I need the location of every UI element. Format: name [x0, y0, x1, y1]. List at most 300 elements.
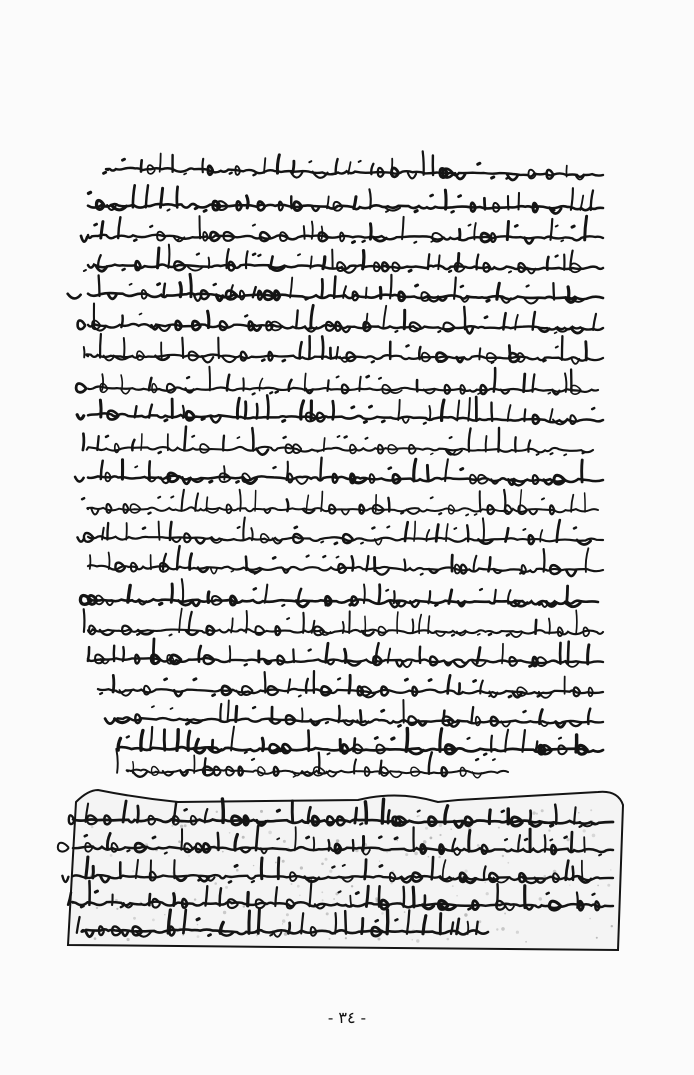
script-glyph-stroke: [461, 469, 463, 470]
script-glyph-stroke: [474, 556, 477, 571]
script-glyph-stroke: [402, 217, 404, 239]
script-glyph-stroke: [505, 839, 507, 840]
script-glyph-stroke: [68, 294, 81, 299]
paper-speck: [243, 905, 245, 907]
script-glyph-stroke: [127, 736, 129, 737]
script-glyph-stroke: [484, 198, 485, 209]
script-glyph-stroke: [246, 611, 247, 633]
script-glyph-stroke: [539, 604, 541, 605]
script-glyph-stroke: [170, 522, 171, 540]
script-glyph-stroke: [90, 555, 91, 569]
paper-speck: [152, 919, 155, 922]
paper-speck: [268, 831, 272, 835]
script-glyph-stroke: [429, 406, 430, 420]
paper-speck: [610, 869, 611, 870]
paper-speck: [425, 827, 428, 830]
paper-speck: [197, 924, 198, 925]
script-glyph-stroke: [262, 360, 264, 361]
script-glyph-stroke: [240, 291, 245, 300]
script-glyph-stroke: [249, 911, 250, 933]
script-glyph-stroke: [409, 270, 411, 271]
script-glyph-stroke: [530, 665, 532, 666]
script-glyph-stroke: [278, 858, 279, 879]
script-glyph-stroke: [149, 894, 150, 905]
script-glyph-stroke: [413, 887, 414, 907]
script-glyph-stroke: [404, 559, 405, 570]
script-glyph-stroke: [349, 611, 350, 633]
script-glyph-stroke: [338, 678, 340, 679]
script-glyph-stroke: [153, 639, 154, 661]
paper-speck: [465, 870, 468, 873]
script-glyph-stroke: [254, 174, 256, 175]
script-glyph-stroke: [149, 513, 151, 514]
script-glyph-stroke: [276, 392, 278, 393]
paper-speck: [300, 866, 303, 869]
script-glyph-stroke: [328, 380, 329, 391]
script-glyph-stroke: [536, 620, 537, 634]
paper-speck: [309, 825, 310, 826]
script-glyph-stroke: [188, 731, 190, 750]
script-glyph-stroke: [326, 604, 328, 605]
script-glyph-stroke: [573, 867, 574, 880]
script-glyph-stroke: [424, 423, 426, 424]
paper-speck: [194, 898, 196, 900]
script-glyph-stroke: [556, 226, 558, 227]
script-glyph-stroke: [460, 767, 466, 776]
script-glyph-stroke: [339, 706, 340, 722]
script-glyph-stroke: [370, 406, 372, 407]
script-glyph-stroke: [520, 573, 522, 574]
script-glyph-stroke: [261, 858, 262, 879]
script-glyph-stroke: [245, 402, 246, 419]
script-glyph-stroke: [360, 824, 362, 825]
script-glyph-stroke: [553, 283, 554, 299]
script-glyph-stroke: [582, 861, 583, 880]
script-glyph-stroke: [177, 730, 178, 751]
script-glyph-stroke: [529, 510, 537, 514]
script-glyph-stroke: [372, 361, 374, 362]
script-glyph-stroke: [296, 310, 298, 328]
script-glyph-stroke: [520, 490, 522, 512]
script-glyph-stroke: [354, 197, 356, 209]
script-glyph-stroke: [424, 896, 425, 907]
script-glyph-stroke: [135, 714, 141, 723]
script-glyph-stroke: [489, 810, 490, 824]
script-glyph-stroke: [213, 695, 215, 696]
script-glyph-stroke: [572, 226, 574, 227]
script-glyph-stroke: [220, 704, 221, 721]
script-glyph-stroke: [113, 675, 114, 692]
paper-speck: [96, 907, 98, 909]
paper-speck: [516, 931, 519, 934]
script-glyph-stroke: [435, 605, 437, 606]
script-glyph-stroke: [133, 185, 135, 207]
script-glyph-stroke: [237, 481, 239, 482]
script-glyph-stroke: [100, 693, 102, 694]
script-glyph-stroke: [237, 437, 239, 438]
script-glyph-stroke: [584, 837, 585, 852]
paper-speck: [378, 938, 381, 941]
script-glyph-stroke: [466, 327, 473, 333]
script-glyph-stroke: [77, 415, 84, 419]
script-glyph-stroke: [254, 588, 256, 589]
script-glyph-stroke: [345, 437, 347, 438]
script-glyph-stroke: [235, 865, 237, 866]
script-glyph-stroke: [398, 400, 400, 420]
script-glyph-stroke: [593, 314, 596, 330]
script-glyph-stroke: [366, 288, 367, 299]
script-glyph-stroke: [556, 347, 558, 348]
script-glyph-stroke: [248, 893, 249, 906]
script-glyph-stroke: [165, 679, 167, 680]
paper-speck: [299, 895, 301, 897]
script-glyph-stroke: [102, 374, 103, 390]
script-glyph-stroke: [202, 159, 203, 172]
paper-speck: [447, 938, 450, 941]
paper-speck: [590, 809, 592, 811]
script-glyph-stroke: [243, 518, 244, 541]
script-glyph-stroke: [319, 753, 320, 774]
script-glyph-stroke: [489, 634, 491, 635]
paper-speck: [404, 911, 406, 913]
script-glyph-stroke: [146, 185, 148, 207]
script-glyph-stroke: [548, 393, 550, 394]
script-glyph-stroke: [164, 730, 165, 750]
paper-speck: [282, 860, 285, 863]
script-glyph-stroke: [251, 528, 252, 540]
script-glyph-stroke: [307, 556, 309, 557]
script-glyph-stroke: [567, 586, 568, 604]
paper-speck: [611, 925, 613, 927]
script-glyph-stroke: [415, 211, 417, 212]
script-glyph-stroke: [223, 436, 224, 451]
script-glyph-stroke: [593, 894, 595, 895]
script-glyph-stroke: [171, 584, 172, 602]
script-glyph-stroke: [497, 884, 498, 907]
script-glyph-stroke: [527, 286, 529, 287]
script-glyph-stroke: [168, 245, 169, 268]
script-glyph-stroke: [489, 695, 491, 696]
script-glyph-stroke: [158, 284, 160, 285]
script-glyph-stroke: [388, 811, 389, 824]
script-glyph-stroke: [181, 829, 182, 850]
script-glyph-stroke: [187, 377, 189, 378]
script-glyph-stroke: [389, 468, 391, 469]
script-glyph-stroke: [209, 367, 210, 391]
paper-speck: [110, 854, 113, 857]
script-glyph-stroke: [568, 642, 569, 664]
paper-speck: [132, 870, 133, 871]
script-line-stroke: [127, 770, 508, 774]
script-glyph-stroke: [310, 256, 311, 268]
script-glyph-stroke: [128, 585, 130, 602]
paper-speck: [507, 862, 509, 864]
script-glyph-stroke: [164, 284, 165, 297]
script-glyph-stroke: [204, 210, 206, 211]
paper-speck: [477, 844, 480, 847]
script-glyph-stroke: [586, 342, 587, 360]
script-glyph-stroke: [240, 490, 241, 511]
script-glyph-stroke: [121, 316, 122, 328]
script-glyph-stroke: [394, 591, 395, 603]
script-glyph-stroke: [257, 404, 258, 419]
script-glyph-stroke: [323, 556, 325, 557]
script-glyph-stroke: [299, 696, 301, 697]
script-glyph-stroke: [231, 727, 234, 751]
script-glyph-stroke: [467, 525, 468, 541]
script-glyph-stroke: [405, 679, 407, 680]
script-glyph-stroke: [475, 514, 477, 515]
script-glyph-stroke: [246, 557, 247, 570]
script-glyph-stroke: [137, 634, 139, 635]
script-glyph-stroke: [577, 893, 578, 908]
script-glyph-stroke: [335, 543, 337, 544]
script-glyph-stroke: [258, 255, 260, 256]
script-glyph-stroke: [152, 384, 157, 393]
script-glyph-stroke: [478, 393, 480, 394]
script-glyph-stroke: [414, 242, 416, 243]
script-glyph-stroke: [247, 196, 249, 208]
paper-speck: [381, 912, 384, 915]
paper-speck: [596, 937, 598, 939]
script-glyph-stroke: [81, 906, 83, 907]
script-glyph-stroke: [370, 224, 371, 239]
script-glyph-stroke: [364, 584, 365, 603]
script-glyph-stroke: [429, 752, 432, 773]
script-glyph-stroke: [469, 908, 471, 909]
script-glyph-stroke: [528, 440, 530, 451]
script-glyph-stroke: [322, 279, 323, 297]
script-glyph-stroke: [84, 609, 85, 632]
script-glyph-stroke: [202, 356, 213, 362]
script-glyph-stroke: [466, 514, 468, 515]
script-glyph-stroke: [78, 537, 85, 541]
script-glyph-stroke: [192, 436, 194, 437]
paper-speck: [236, 869, 239, 872]
script-glyph-stroke: [238, 527, 240, 528]
script-glyph-stroke: [323, 257, 325, 269]
script-glyph-stroke: [283, 420, 285, 421]
script-glyph-stroke: [127, 850, 129, 851]
script-glyph-stroke: [180, 283, 181, 297]
paper-speck: [451, 829, 452, 830]
script-glyph-stroke: [509, 346, 510, 360]
script-glyph-stroke: [333, 401, 334, 419]
script-line-stroke: [88, 536, 603, 541]
script-glyph-stroke: [283, 360, 285, 361]
script-glyph-stroke: [296, 478, 308, 484]
script-glyph-stroke: [253, 707, 255, 708]
script-glyph-stroke: [309, 881, 311, 882]
script-glyph-stroke: [218, 833, 219, 850]
script-glyph-stroke: [491, 736, 492, 752]
paper-speck: [256, 935, 258, 937]
paper-speck: [396, 840, 398, 842]
script-glyph-stroke: [89, 192, 91, 193]
page-number: - ٣٤ -: [327, 1008, 367, 1027]
script-glyph-stroke: [134, 240, 136, 241]
script-glyph-stroke: [380, 866, 382, 867]
paper-speck: [536, 813, 538, 815]
script-glyph-stroke: [80, 596, 90, 605]
script-glyph-stroke: [429, 680, 431, 681]
script-glyph-stroke: [361, 543, 363, 544]
script-glyph-stroke: [88, 647, 89, 661]
script-glyph-stroke: [152, 767, 159, 776]
script-glyph-stroke: [112, 895, 113, 905]
handwritten-lines: [68, 151, 603, 777]
script-glyph-stroke: [354, 738, 355, 751]
script-glyph-stroke: [562, 336, 563, 360]
paper-speck: [329, 938, 331, 940]
paper-speck: [589, 918, 591, 920]
script-glyph-stroke: [565, 373, 566, 392]
script-glyph-stroke: [365, 802, 366, 823]
script-glyph-stroke: [459, 683, 460, 693]
script-glyph-stroke: [274, 467, 276, 468]
script-glyph-stroke: [132, 771, 147, 777]
script-glyph-stroke: [86, 857, 88, 878]
script-glyph-stroke: [374, 569, 388, 575]
script-glyph-stroke: [262, 738, 263, 750]
paper-speck: [91, 826, 93, 828]
script-glyph-stroke: [549, 619, 550, 634]
script-glyph-stroke: [591, 191, 593, 210]
script-glyph-stroke: [406, 729, 407, 752]
script-glyph-stroke: [454, 528, 456, 529]
script-glyph-stroke: [386, 211, 388, 212]
script-glyph-stroke: [124, 338, 125, 358]
script-glyph-stroke: [507, 635, 509, 636]
script-glyph-stroke: [167, 384, 176, 393]
script-glyph-stroke: [141, 160, 142, 171]
script-glyph-stroke: [337, 557, 339, 558]
script-glyph-stroke: [576, 735, 577, 752]
script-glyph-stroke: [302, 708, 303, 722]
script-line-stroke: [88, 599, 598, 605]
script-glyph-stroke: [230, 173, 232, 174]
script-glyph-stroke: [468, 922, 469, 934]
script-glyph-stroke: [565, 837, 567, 838]
paper-speck: [345, 937, 347, 939]
bottom-annotation-box: [58, 790, 623, 950]
script-glyph-stroke: [245, 752, 247, 753]
script-glyph-stroke: [161, 188, 163, 207]
script-glyph-stroke: [174, 894, 175, 906]
script-glyph-stroke: [287, 618, 289, 619]
script-glyph-stroke: [106, 436, 108, 437]
paper-speck: [188, 855, 190, 857]
script-glyph-stroke: [343, 865, 345, 866]
script-glyph-stroke: [99, 275, 100, 296]
script-glyph-stroke: [494, 368, 495, 392]
script-glyph-stroke: [307, 837, 309, 838]
paper-speck: [322, 899, 324, 901]
script-glyph-stroke: [328, 753, 330, 754]
paper-speck: [214, 882, 217, 885]
script-glyph-stroke: [564, 454, 566, 455]
script-glyph-stroke: [476, 717, 481, 726]
paper-speck: [171, 825, 173, 827]
script-glyph-stroke: [108, 294, 116, 299]
script-glyph-stroke: [288, 474, 293, 483]
script-glyph-stroke: [241, 352, 247, 361]
script-glyph-stroke: [287, 499, 288, 511]
script-glyph-stroke: [75, 477, 84, 482]
script-glyph-stroke: [168, 210, 170, 211]
script-glyph-stroke: [431, 453, 433, 454]
script-glyph-stroke: [340, 740, 341, 752]
script-glyph-stroke: [123, 269, 125, 270]
script-glyph-stroke: [177, 239, 179, 240]
manuscript-text-block: [58, 150, 628, 950]
script-glyph-stroke: [438, 361, 440, 362]
script-glyph-stroke: [376, 643, 379, 662]
handwritten-script-image: [58, 150, 628, 950]
paper-speck: [282, 919, 285, 922]
script-glyph-stroke: [364, 421, 366, 422]
script-glyph-stroke: [480, 491, 481, 511]
script-glyph-stroke: [383, 306, 386, 329]
script-glyph-stroke: [330, 348, 331, 359]
script-glyph-stroke: [515, 437, 516, 451]
script-glyph-stroke: [537, 454, 539, 455]
script-glyph-stroke: [580, 826, 582, 827]
paper-speck: [321, 863, 324, 866]
script-glyph-stroke: [81, 236, 87, 242]
paper-speck: [127, 938, 130, 941]
script-glyph-stroke: [395, 331, 397, 332]
script-glyph-stroke: [209, 258, 210, 268]
paper-speck: [502, 855, 504, 857]
script-glyph-stroke: [554, 475, 564, 484]
script-glyph-stroke: [150, 727, 152, 750]
script-glyph-stroke: [309, 650, 311, 651]
script-glyph-stroke: [126, 523, 127, 540]
script-glyph-stroke: [515, 225, 517, 226]
script-glyph-stroke: [386, 590, 388, 591]
script-glyph-stroke: [230, 646, 231, 662]
script-glyph-stroke: [311, 305, 313, 328]
script-glyph-stroke: [487, 300, 489, 301]
script-glyph-stroke: [320, 458, 321, 481]
script-glyph-stroke: [413, 619, 414, 633]
script-glyph-stroke: [255, 491, 256, 512]
script-glyph-stroke: [592, 408, 594, 409]
script-glyph-stroke: [321, 542, 323, 543]
paper-speck: [532, 811, 535, 814]
script-glyph-stroke: [395, 838, 397, 839]
paper-speck: [541, 809, 544, 812]
script-glyph-stroke: [78, 320, 85, 329]
script-glyph-stroke: [339, 891, 341, 892]
script-line-stroke: [88, 324, 603, 330]
script-glyph-stroke: [288, 923, 289, 934]
script-glyph-stroke: [525, 839, 527, 840]
script-glyph-stroke: [62, 876, 68, 882]
script-glyph-stroke: [431, 241, 433, 242]
script-glyph-stroke: [599, 854, 601, 855]
paper-speck: [501, 927, 505, 931]
script-glyph-stroke: [300, 342, 302, 358]
script-glyph-stroke: [185, 809, 187, 810]
script-glyph-stroke: [509, 696, 511, 697]
script-glyph-stroke: [140, 314, 142, 315]
script-glyph-stroke: [85, 835, 87, 836]
script-glyph-stroke: [76, 384, 86, 393]
script-line-stroke: [88, 629, 603, 634]
script-glyph-stroke: [282, 605, 284, 606]
